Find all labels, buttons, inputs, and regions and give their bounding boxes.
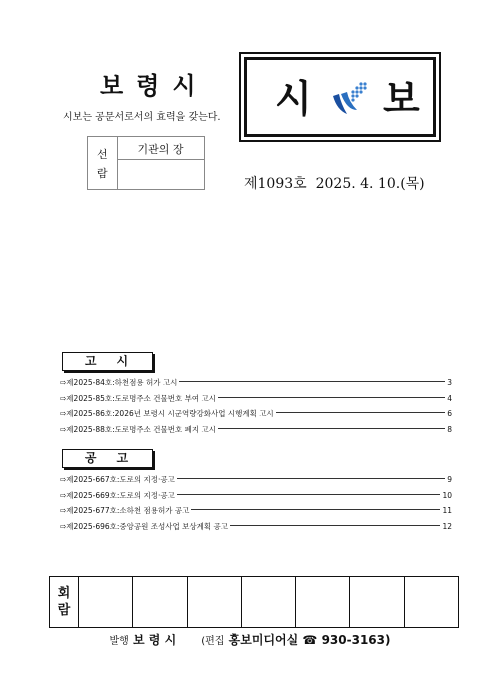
toc-item-title: ⇨제2025-84호:하천점용 허가 고시 bbox=[60, 378, 178, 388]
circulation-cell bbox=[405, 577, 458, 627]
toc-item-page: 3 bbox=[447, 378, 452, 388]
toc-leader bbox=[276, 412, 446, 413]
city-logo-icon bbox=[331, 80, 367, 118]
toc-item-title: ⇨제2025-85호:도로명주소 건물번호 부여 고시 bbox=[60, 393, 216, 403]
toc-leader bbox=[218, 428, 445, 429]
toc-item-title: ⇨제2025-667호:도로의 지정·공고 bbox=[60, 475, 175, 485]
publisher-footer bbox=[0, 631, 500, 648]
circulation-table bbox=[49, 576, 459, 628]
circulation-cell bbox=[188, 577, 242, 627]
approval-header: 기관의 장 bbox=[137, 143, 184, 156]
toc-item-title: ⇨제2025-669호:도로의 지정·공고 bbox=[60, 490, 175, 500]
toc-list-notice bbox=[60, 375, 452, 437]
toc-item-page: 11 bbox=[442, 506, 452, 516]
approval-box bbox=[87, 136, 205, 190]
toc-item-page: 8 bbox=[447, 424, 452, 434]
toc-item[interactable] bbox=[60, 391, 452, 407]
toc-item[interactable] bbox=[60, 422, 452, 438]
section-header-announcement: 공고 bbox=[62, 449, 153, 468]
editor-prefix: (편집 bbox=[201, 636, 225, 647]
toc-leader bbox=[191, 509, 440, 510]
toc-leader bbox=[230, 525, 440, 526]
toc-item[interactable] bbox=[60, 406, 452, 422]
approval-side-label-1: 선 bbox=[97, 148, 108, 161]
toc-item-page: 10 bbox=[442, 490, 452, 500]
circulation-cell bbox=[79, 577, 133, 627]
issue-date: 2025. 4. 10.(목) bbox=[315, 176, 425, 192]
approval-divider bbox=[117, 159, 204, 160]
editor-name: 홍보미디어실 bbox=[228, 633, 299, 647]
org-title: 보령시 bbox=[100, 72, 209, 100]
section-header-notice: 고시 bbox=[62, 352, 153, 371]
toc-item-title: ⇨제2025-696호:중앙공원 조성사업 보상계획 공고 bbox=[60, 521, 229, 531]
toc-item-page: 4 bbox=[447, 393, 452, 403]
toc-item[interactable] bbox=[60, 472, 452, 488]
toc-item-title: ⇨제2025-88호:도로명주소 건물번호 폐지 고시 bbox=[60, 424, 216, 434]
toc-item-title: ⇨제2025-677호:소하천 점용허가 공고 bbox=[60, 506, 190, 516]
circulation-cell bbox=[296, 577, 350, 627]
toc-item[interactable] bbox=[60, 519, 452, 535]
circulation-cell bbox=[242, 577, 296, 627]
toc-leader bbox=[177, 478, 445, 479]
toc-item-page: 12 bbox=[442, 521, 452, 531]
phone-icon: ☎ bbox=[302, 633, 318, 647]
toc-item[interactable] bbox=[60, 503, 452, 519]
publisher-prefix: 발행 bbox=[109, 636, 129, 647]
issue-info bbox=[244, 173, 425, 193]
toc-item-page: 9 bbox=[447, 475, 452, 485]
publication-title-left: 시 bbox=[275, 77, 312, 121]
circulation-cell bbox=[350, 577, 404, 627]
approval-side-label-2: 람 bbox=[97, 167, 108, 180]
publication-title-box bbox=[239, 52, 441, 142]
publisher-name: 보 령 시 bbox=[133, 633, 177, 647]
toc-item[interactable] bbox=[60, 488, 452, 504]
toc-item-page: 6 bbox=[447, 409, 452, 419]
circulation-label: 회 람 bbox=[50, 577, 79, 627]
toc-leader bbox=[218, 397, 445, 398]
org-description: 시보는 공문서로서의 효력을 갖는다. bbox=[63, 112, 221, 123]
toc-list-announcement bbox=[60, 472, 452, 534]
approval-side-label bbox=[88, 137, 118, 189]
toc-item[interactable] bbox=[60, 375, 452, 391]
phone-number: 930-3163) bbox=[321, 633, 391, 647]
toc-leader bbox=[177, 494, 441, 495]
toc-item-title: ⇨제2025-86호:2026년 보령시 시군역량강화사업 시행계획 고시 bbox=[60, 409, 274, 419]
toc-leader bbox=[179, 381, 445, 382]
circulation-cell bbox=[133, 577, 187, 627]
issue-number: 제1093호 bbox=[244, 176, 307, 192]
publication-title-right: 보 bbox=[383, 77, 420, 121]
